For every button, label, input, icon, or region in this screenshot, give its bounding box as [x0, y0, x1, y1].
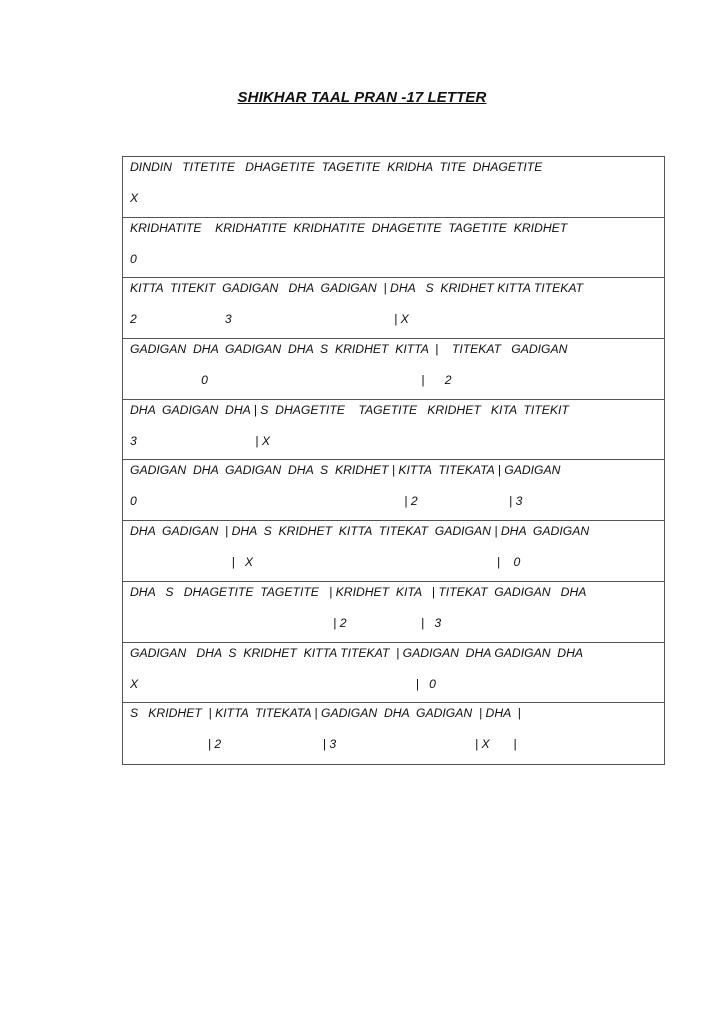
table-row [123, 643, 664, 704]
taal-marks-line: | 2 | 3 [130, 615, 442, 630]
taal-marks-line: | 2 | 3 | X | [130, 737, 517, 752]
bol-line: DHA S DHAGETITE TAGETITE | KRIDHET KITA | TITEKAT GADIGAN DHA [130, 584, 587, 599]
bol-line: DHA GADIGAN DHA | S DHAGETITE TAGETITE KRIDHET KITA TITEKIT [130, 402, 569, 417]
table-row [123, 339, 664, 400]
taal-marks-line: 3 | X [130, 433, 270, 448]
taal-marks-line: 0 | 2 | 3 [130, 494, 523, 509]
table-row [123, 460, 664, 521]
table-row [123, 157, 664, 218]
taal-marks-line: 0 | 2 [130, 373, 452, 388]
table-row [123, 400, 664, 461]
bol-line: GADIGAN DHA S KRIDHET KITTA TITEKAT | GADIGAN DHA GADIGAN DHA [130, 645, 584, 660]
bol-line: GADIGAN DHA GADIGAN DHA S KRIDHET KITTA | TITEKAT GADIGAN [130, 342, 568, 357]
bol-line: KITTA TITEKIT GADIGAN DHA GADIGAN | DHA S KRIDHET KITTA TITEKAT [130, 281, 584, 296]
bol-line: DHA GADIGAN | DHA S KRIDHET KITTA TITEKAT GADIGAN | DHA GADIGAN [130, 524, 590, 539]
table-row [123, 582, 664, 643]
taal-marks-line: 0 [130, 251, 137, 266]
bol-line: KRIDHATITE KRIDHATITE KRIDHATITE DHAGETITE TAGETITE KRIDHET [130, 220, 568, 235]
taal-marks-line: X | 0 [130, 676, 436, 691]
table-row [123, 278, 664, 339]
page-title: SHIKHAR TAAL PRAN -17 LETTER [237, 89, 487, 106]
table-row [123, 521, 664, 582]
bol-line: S KRIDHET | KITTA TITEKATA | GADIGAN DHA GADIGAN | DHA | [130, 706, 521, 721]
table-row [123, 703, 664, 764]
taal-marks-line: 2 3 | X [130, 312, 409, 327]
taal-marks-line: | X | 0 [130, 555, 521, 570]
taal-table [122, 156, 665, 765]
table-row [123, 218, 664, 279]
bol-line: DINDIN TITETITE DHAGETITE TAGETITE KRIDHA TITE DHAGETITE [130, 160, 543, 174]
bol-line: GADIGAN DHA GADIGAN DHA S KRIDHET | KITTA TITEKATA | GADIGAN [130, 463, 561, 478]
taal-marks-line: X [130, 191, 139, 205]
